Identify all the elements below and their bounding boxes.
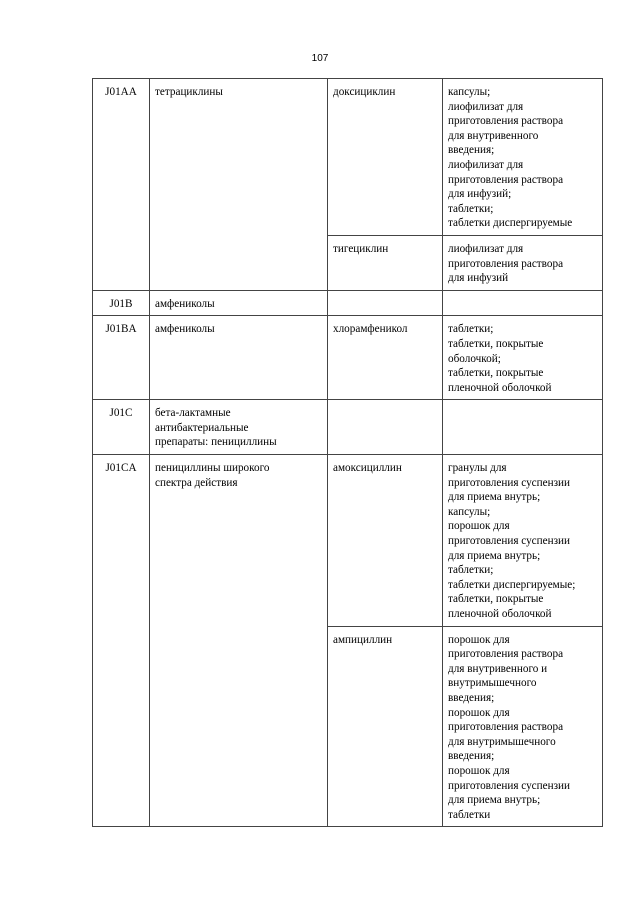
table-row — [93, 316, 603, 400]
drug-name-cell — [328, 400, 443, 455]
dosage-forms-cell — [443, 290, 603, 316]
dosage-forms-cell: таблетки; таблетки, покрытые оболочкой; таблетки, покрытые пленочной оболочкой — [443, 316, 603, 400]
group-cell: пенициллины широкого спектра действия — [150, 455, 328, 827]
dosage-forms-cell: лиофилизат для приготовления раствора для инфузий — [443, 235, 603, 290]
group-cell: амфениколы — [150, 290, 328, 316]
group-cell: амфениколы — [150, 316, 328, 400]
atc-code-cell: J01CA — [93, 455, 150, 827]
dosage-forms-cell: порошок для приготовления раствора для внутривенного и внутримышечного введения; порошок для приготовления раствора для внутримышечного введения; порошок для приготовления суспензии для приема внутрь; таблетки — [443, 626, 603, 827]
drug-name-cell — [328, 290, 443, 316]
page-number: 107 — [311, 53, 329, 64]
table-row — [93, 79, 603, 236]
group-cell: тетрациклины — [150, 79, 328, 291]
atc-code-cell: J01C — [93, 400, 150, 455]
dosage-forms-cell — [443, 400, 603, 455]
drug-name-cell: тигециклин — [328, 235, 443, 290]
drug-name-cell: амоксициллин — [328, 455, 443, 627]
drug-name-cell: доксициклин — [328, 79, 443, 236]
atc-code-cell: J01B — [93, 290, 150, 316]
table-row — [93, 290, 603, 316]
drug-name-cell: хлорамфеникол — [328, 316, 443, 400]
drug-name-cell: ампициллин — [328, 626, 443, 827]
drug-table — [92, 78, 603, 827]
dosage-forms-cell: гранулы для приготовления суспензии для приема внутрь; капсулы; порошок для приготовления суспензии для приема внутрь; таблетки; таблетки диспергируемые; таблетки, покрытые пленочной оболочкой — [443, 455, 603, 627]
atc-code-cell: J01AA — [93, 79, 150, 291]
table-row — [93, 455, 603, 627]
dosage-forms-cell: капсулы; лиофилизат для приготовления раствора для внутривенного введения; лиофилизат для приготовления раствора для инфузий; таблетки; таблетки диспергируемые — [443, 79, 603, 236]
atc-code-cell: J01BA — [93, 316, 150, 400]
table-row — [93, 400, 603, 455]
group-cell: бета-лактамные антибактериальные препараты: пенициллины — [150, 400, 328, 455]
